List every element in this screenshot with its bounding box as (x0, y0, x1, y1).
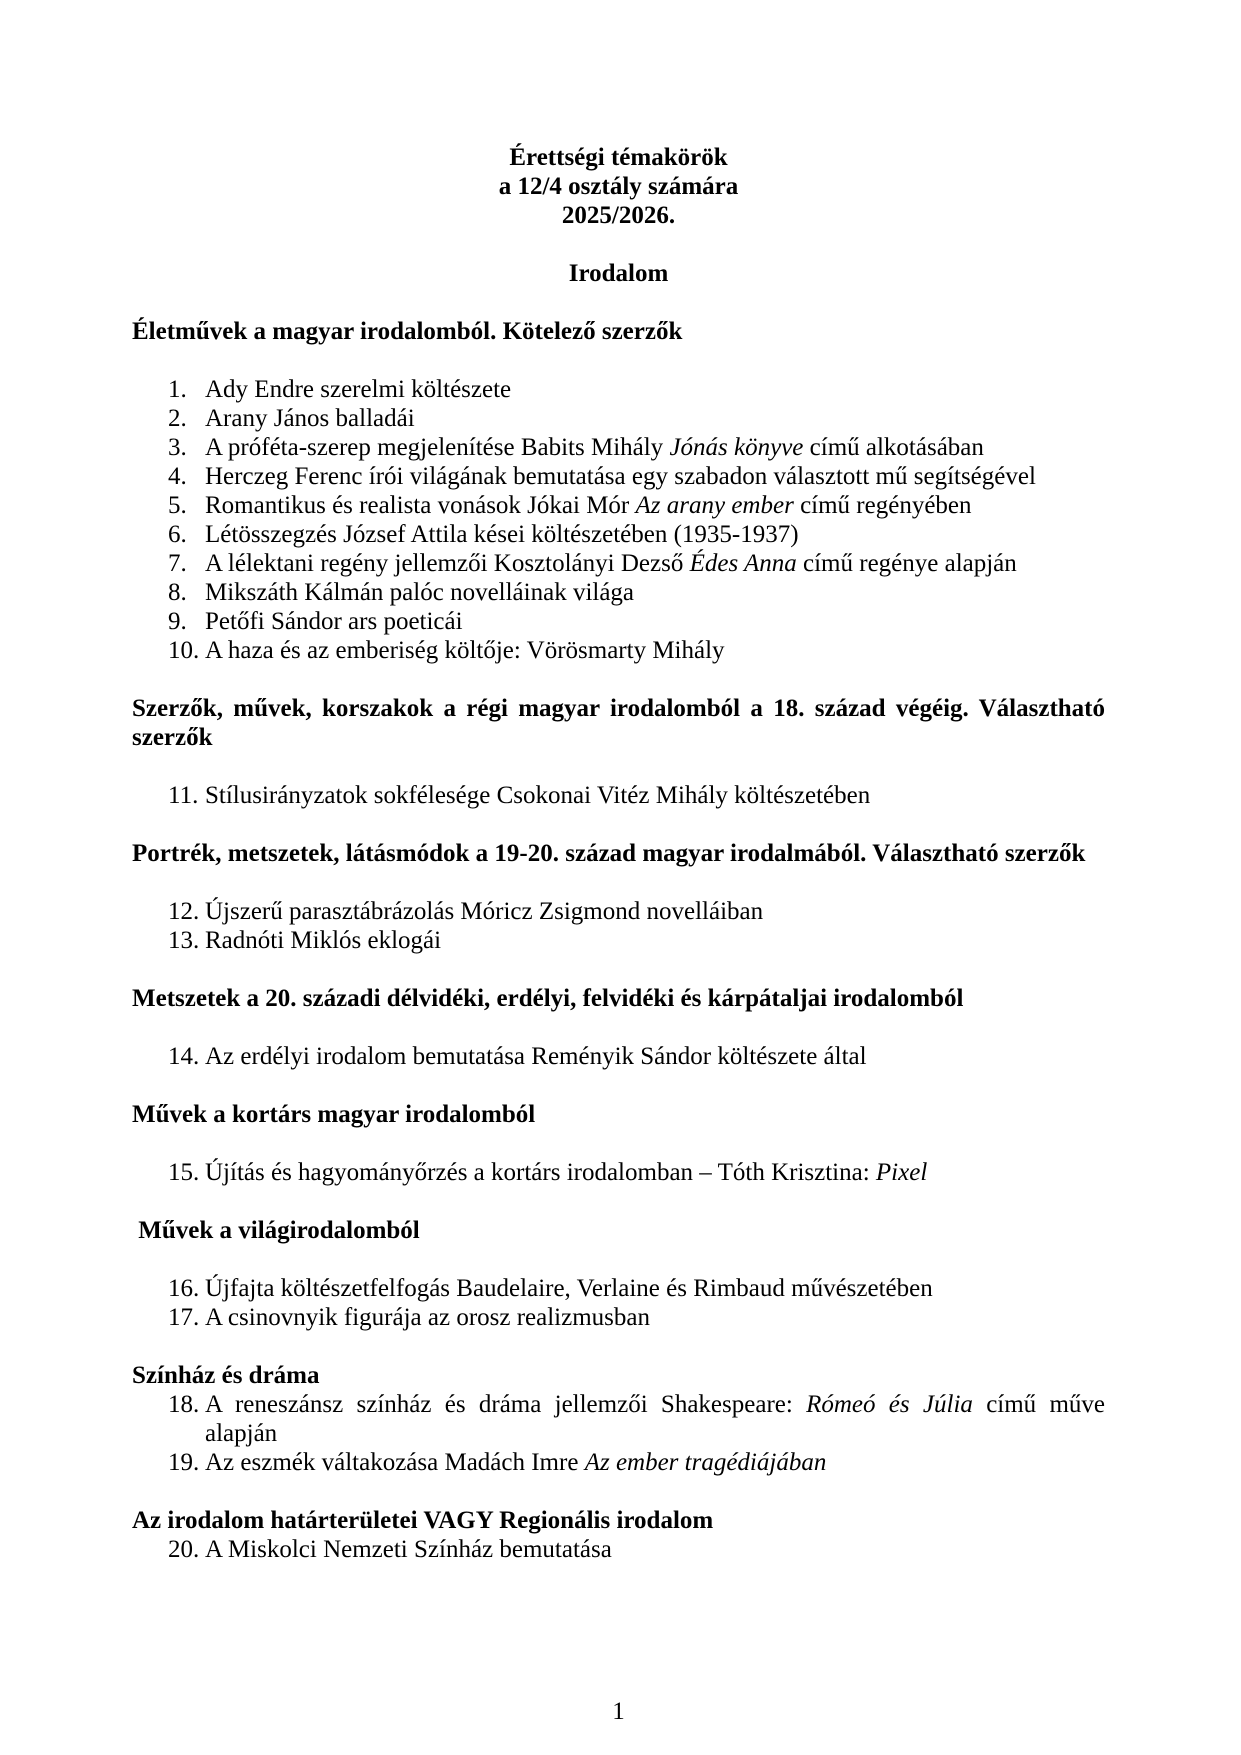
section (132, 1361, 1105, 1477)
list-item (132, 1303, 1105, 1332)
text-run: A Miskolci Nemzeti Színház bemutatása (205, 1536, 612, 1563)
sections (132, 317, 1112, 1564)
list-item (132, 926, 1105, 955)
list-item-text (205, 1535, 1105, 1564)
list-item (132, 578, 1105, 607)
list-item-text (205, 520, 1105, 549)
text-run: A reneszánsz színház és dráma jellemzői Shakespeare: (205, 1391, 807, 1418)
list-item (132, 897, 1105, 926)
italic-run: Pixel (875, 1159, 928, 1186)
list-item (132, 1042, 1105, 1071)
text-run: A próféta-szerep megjelenítése Babits Mihály (205, 434, 670, 461)
italic-run: Rómeó és Júlia (806, 1391, 973, 1418)
text-run: A lélektani regény jellemzői Kosztolányi Dezső (205, 550, 690, 577)
section (132, 1506, 1105, 1564)
text-run: Stílusirányzatok sokfélesége Csokonai Vitéz Mihály költészetében (205, 782, 871, 809)
list-item-text (205, 607, 1105, 636)
section-heading: Életművek a magyar irodalomból. Kötelező szerzők (132, 318, 683, 345)
list-item (132, 1535, 1105, 1564)
text-run: című műve alapján (205, 1391, 1106, 1447)
list-item-text (205, 491, 1105, 520)
list-item-number: 20. (168, 1536, 200, 1563)
section-items (132, 375, 1105, 665)
list-item-number: 17. (168, 1304, 200, 1331)
list-item (132, 1390, 1105, 1448)
section-heading: Portrék, metszetek, látásmódok a 19-20. század magyar irodalmából. Választható szerzők (132, 840, 1086, 867)
section-heading: Szerzők, művek, korszakok a régi magyar irodalomból a 18. század végéig. Választható szerzők (132, 695, 1112, 751)
list-item (132, 636, 1105, 665)
list-item-number: 5. (168, 492, 187, 519)
list-item (132, 607, 1105, 636)
italic-run: Édes Anna (689, 550, 797, 577)
section-heading: Metszetek a 20. századi délvidéki, erdélyi, felvidéki és kárpátaljai irodalomból (132, 985, 964, 1012)
list-item-text (205, 926, 1105, 955)
list-item (132, 433, 1105, 462)
text-run: A haza és az emberiség költője: Vörösmarty Mihály (205, 637, 725, 664)
section-heading: Az irodalom határterületei VAGY Regionális irodalom (132, 1507, 714, 1534)
section (132, 694, 1112, 810)
document-title-block (132, 143, 1105, 230)
list-item-text (205, 636, 1105, 665)
list-item (132, 1448, 1105, 1477)
list-item-number: 12. (168, 898, 200, 925)
section-heading: Művek a kortárs magyar irodalomból (132, 1101, 536, 1128)
list-item (132, 1274, 1105, 1303)
section-heading: Színház és dráma (132, 1362, 320, 1389)
text-run: Ady Endre szerelmi költészete (205, 376, 512, 403)
list-item-text (205, 1158, 1105, 1187)
text-run: Romantikus és realista vonások Jókai Mór (205, 492, 636, 519)
list-item-text (205, 404, 1105, 433)
section (132, 1216, 1105, 1332)
list-item-text (205, 375, 1105, 404)
list-item-number: 7. (168, 550, 187, 577)
list-item-text (205, 1448, 1105, 1477)
list-item (132, 491, 1105, 520)
section (132, 1100, 1105, 1187)
text-run: Létösszegzés József Attila kései költészetében (1935-1937) (205, 521, 799, 548)
list-item-number: 19. (168, 1449, 200, 1476)
text-run: című alkotásában (803, 434, 984, 461)
page-number: 1 (612, 1698, 625, 1725)
italic-run: Jónás könyve (669, 434, 804, 461)
list-item-number: 3. (168, 434, 187, 461)
list-item (132, 462, 1105, 491)
text-run: A csinovnyik figurája az orosz realizmusban (205, 1304, 650, 1331)
section-items (132, 897, 1105, 955)
list-item-text (205, 1303, 1105, 1332)
list-item-text (205, 578, 1105, 607)
section (132, 839, 1105, 955)
section-items (132, 1390, 1105, 1477)
list-item (132, 781, 1105, 810)
list-item-number: 6. (168, 521, 187, 548)
list-item-number: 4. (168, 463, 187, 490)
list-item-text (205, 433, 1105, 462)
text-run: Mikszáth Kálmán palóc novelláinak világa (205, 579, 635, 606)
text-run: című regényében (793, 492, 972, 519)
document-title-line-1: Érettségi témakörök (509, 144, 728, 171)
list-item-number: 16. (168, 1275, 200, 1302)
list-item-number: 13. (168, 927, 200, 954)
document-content (132, 143, 1112, 1564)
list-item-text (205, 1390, 1105, 1448)
list-item-number: 15. (168, 1159, 200, 1186)
section-items (132, 781, 1105, 810)
list-item (132, 1158, 1105, 1187)
document-title-line-2: a 12/4 osztály számára (498, 173, 739, 200)
section-items (132, 1158, 1105, 1187)
text-run: Arany János balladái (205, 405, 415, 432)
list-item-number: 2. (168, 405, 187, 432)
section-items (132, 1042, 1105, 1071)
document-title-line-3: 2025/2026. (561, 202, 676, 229)
text-run: Az eszmék váltakozása Madách Imre (205, 1449, 585, 1476)
list-item-text (205, 1042, 1105, 1071)
text-run: Az erdélyi irodalom bemutatása Reményik Sándor költészete által (205, 1043, 867, 1070)
list-item-number: 1. (168, 376, 187, 403)
list-item-text (205, 549, 1105, 578)
italic-run: Az ember tragédiájában (584, 1449, 827, 1476)
text-run: Újszerű parasztábrázolás Móricz Zsigmond novelláiban (205, 898, 764, 925)
list-item-number: 10. (168, 637, 200, 664)
list-item (132, 549, 1105, 578)
text-run: Herczeg Ferenc írói világának bemutatása egy szabadon választott mű segítségével (205, 463, 1036, 490)
text-run: Radnóti Miklós eklogái (205, 927, 442, 954)
subject-heading: Irodalom (568, 260, 669, 287)
list-item-number: 11. (168, 782, 199, 809)
text-run: Újítás és hagyományőrzés a kortárs irodalomban – Tóth Krisztina: (205, 1159, 876, 1186)
list-item (132, 404, 1105, 433)
list-item-text (205, 897, 1105, 926)
list-item-number: 8. (168, 579, 187, 606)
list-item-text (205, 781, 1105, 810)
italic-run: Az arany ember (635, 492, 794, 519)
list-item-number: 18. (168, 1391, 200, 1418)
section (132, 317, 1105, 665)
text-run: című regénye alapján (796, 550, 1017, 577)
list-item-number: 14. (168, 1043, 200, 1070)
list-item (132, 520, 1105, 549)
list-item-text (205, 1274, 1105, 1303)
list-item (132, 375, 1105, 404)
list-item-number: 9. (168, 608, 187, 635)
section-heading: Művek a világirodalomból (132, 1217, 420, 1244)
text-run: Petőfi Sándor ars poeticái (205, 608, 463, 635)
section-items (132, 1535, 1105, 1564)
section (132, 984, 1105, 1071)
section-items (132, 1274, 1105, 1332)
list-item-text (205, 462, 1105, 491)
text-run: Újfajta költészetfelfogás Baudelaire, Verlaine és Rimbaud művészetében (205, 1275, 933, 1302)
